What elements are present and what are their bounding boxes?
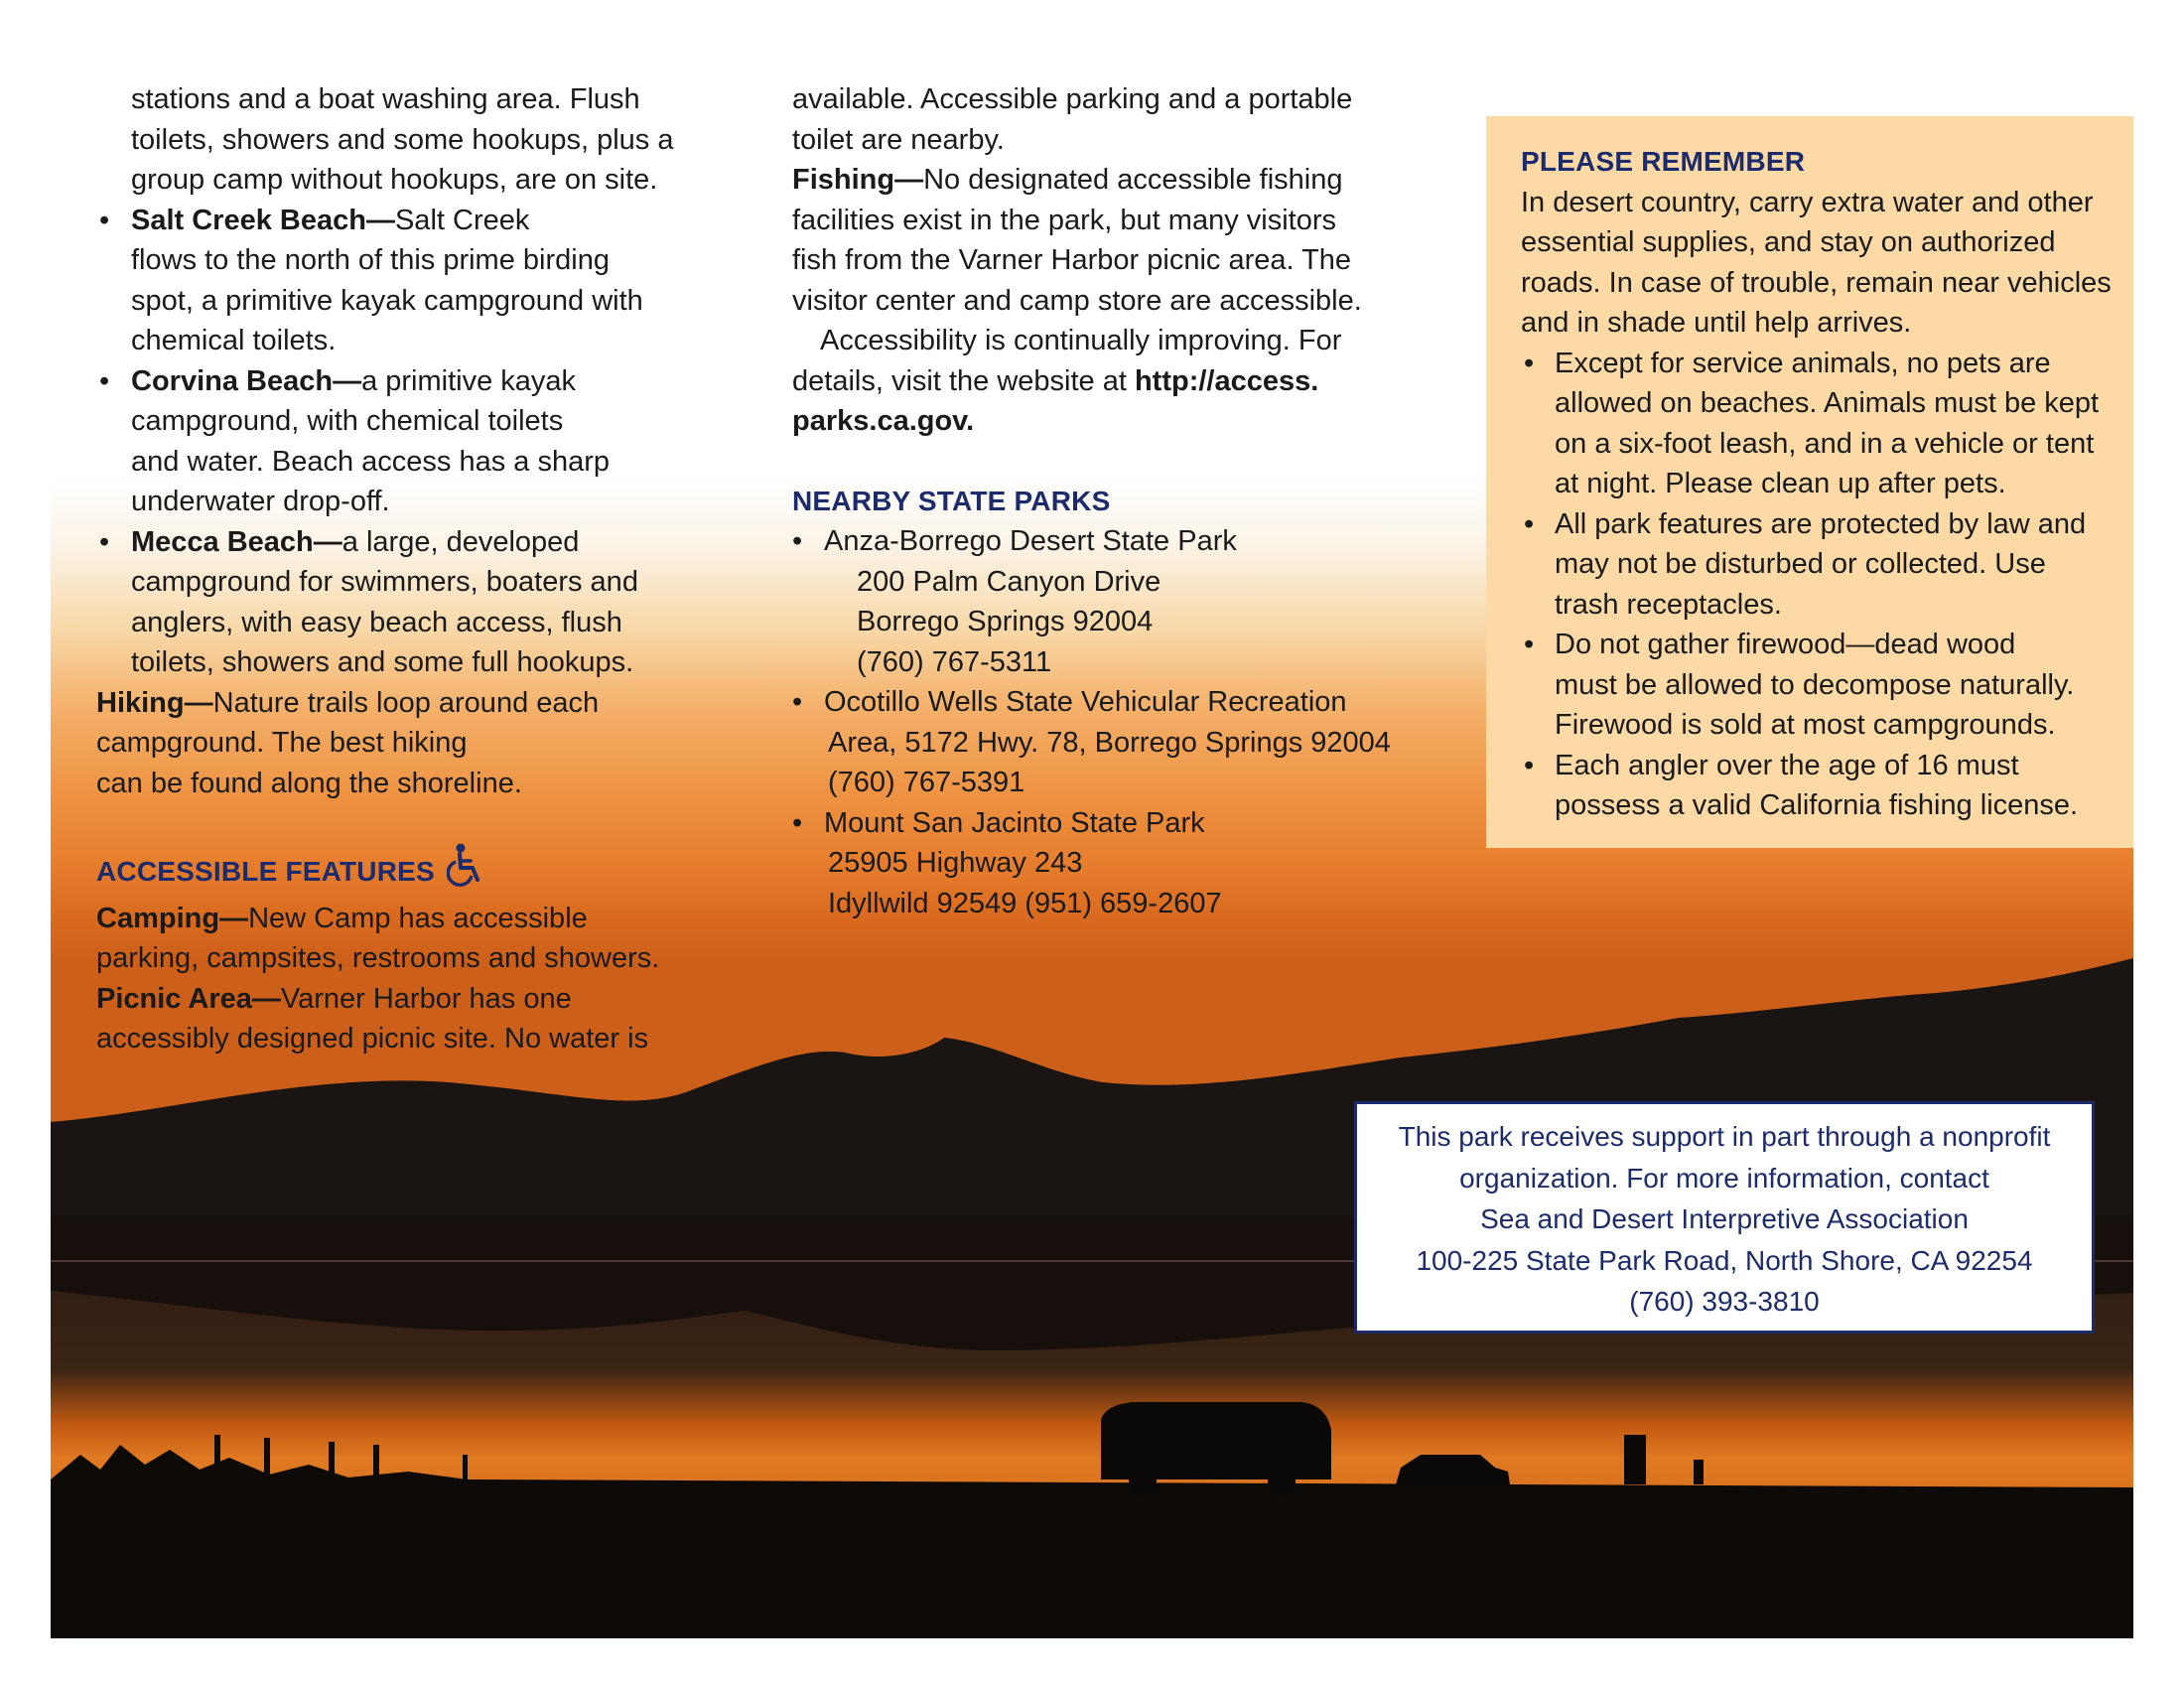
remember-bullet-firewood [1521, 625, 2133, 746]
picnic-label: Picnic Area— [96, 982, 281, 1015]
picnic-text: accessibly designed picnic site. No water is [96, 1023, 649, 1055]
park-address: 25905 Highway 243 [828, 847, 1083, 879]
park-address: Area, 5172 Hwy. 78, Borrego Springs 92004 [828, 726, 1391, 759]
remember-intro: In desert country, carry extra water and other [1521, 186, 2094, 218]
beach-name: Salt Creek Beach— [131, 204, 395, 236]
bullet-text: possess a valid California fishing license. [1555, 789, 2079, 821]
camping-label: Camping— [96, 902, 249, 934]
intro-line: toilets, showers and some hookups, plus a [131, 123, 674, 156]
column-middle [792, 79, 1408, 923]
beach-item-salt-creek [96, 201, 732, 361]
support-text: This park receives support in part through a nonprofit [1398, 1121, 2051, 1152]
bullet-text: must be allowed to decompose naturally. [1555, 668, 2075, 701]
fishing-text: fish from the Varner Harbor picnic area. The [792, 244, 1352, 276]
bullet-text: may not be disturbed or collected. Use [1555, 548, 2046, 580]
nearby-park-mount-san-jacinto [792, 803, 1408, 924]
hiking-label: Hiking— [96, 686, 213, 719]
bullet-text: Firewood is sold at most campgrounds. [1555, 709, 2056, 741]
nearby-park-anza-borrego [792, 521, 1408, 682]
camping-text: parking, campsites, restrooms and showers. [96, 942, 660, 974]
nearby-parks-heading: NEARBY STATE PARKS [792, 485, 1111, 516]
bullet-text: trash receptacles. [1555, 588, 1782, 621]
support-text: organization. For more information, contact [1459, 1162, 1989, 1194]
body-line: available. Accessible parking and a portable [792, 83, 1353, 115]
bullet-text: • Each angler over the age of 16 must [1555, 749, 2019, 781]
beach-text: campground, with chemical toilets [131, 405, 564, 437]
remember-intro: roads. In case of trouble, remain near vehicles [1521, 266, 2112, 299]
beach-text: anglers, with easy beach access, flush [131, 606, 622, 638]
nearby-park-ocotillo-wells [792, 682, 1408, 803]
beach-text: and water. Beach access has a sharp [131, 445, 611, 478]
remember-bullet-fishing-license [1521, 746, 2133, 826]
park-address: 200 Palm Canyon Drive [857, 565, 1161, 598]
beach-text: flows to the north of this prime birding [131, 244, 610, 276]
wheelchair-icon [447, 843, 484, 899]
park-phone: (760) 767-5311 [857, 645, 1052, 678]
beach-name: Mecca Beach— [131, 525, 342, 558]
bullet-text: allowed on beaches. Animals must be kept [1555, 387, 2100, 419]
nonprofit-support-box [1354, 1101, 2095, 1334]
accessible-features-heading: ACCESSIBLE FEATURES [96, 856, 435, 887]
park-name: • Mount San Jacinto State Park [824, 803, 1408, 844]
bullet-text: • All park features are protected by law and [1555, 507, 2087, 540]
park-name: • Anza-Borrego Desert State Park [824, 521, 1408, 562]
beach-text: spot, a primitive kayak campground with [131, 284, 643, 317]
park-address: Borrego Springs 92004 [857, 606, 1154, 637]
beach-text: Salt Creek [394, 204, 530, 236]
fishing-text: visitor center and camp store are accessible. [792, 284, 1362, 317]
park-name: • Ocotillo Wells State Vehicular Recreation [824, 682, 1408, 723]
association-phone: (760) 393-3810 [1629, 1286, 1820, 1317]
hiking-text: Nature trails loop around each [212, 686, 600, 719]
remember-intro: and in shade until help arrives. [1521, 307, 1912, 339]
beach-text: underwater drop-off. [131, 486, 390, 517]
picnic-text: Varner Harbor has one [280, 982, 572, 1015]
camping-text: New Camp has accessible [248, 902, 588, 934]
beach-text: campground for swimmers, boaters and [131, 566, 638, 598]
remember-intro: essential supplies, and stay on authorized [1521, 226, 2056, 258]
bullet-text: at night. Please clean up after pets. [1555, 468, 2006, 499]
park-phone: (760) 767-5391 [828, 767, 1025, 798]
please-remember-box [1486, 116, 2133, 848]
remember-bullet-pets [1521, 344, 2133, 504]
please-remember-heading: PLEASE REMEMBER [1521, 146, 1806, 177]
bullet-text: on a six-foot leash, and in a vehicle or tent [1555, 427, 2095, 460]
accessibility-text: Accessibility is continually improving. For [820, 325, 1342, 356]
fishing-label: Fishing— [792, 164, 924, 196]
association-name: Sea and Desert Interpretive Association [1480, 1203, 1969, 1234]
beach-name: Corvina Beach— [131, 364, 362, 397]
website-link[interactable]: http://access. [1134, 364, 1319, 397]
website-link[interactable]: parks.ca.gov. [792, 405, 975, 437]
intro-line: group camp without hookups, are on site. [131, 164, 658, 196]
bullet-text: • Except for service animals, no pets are [1555, 347, 2051, 379]
beach-item-mecca [96, 522, 732, 683]
beach-text: a primitive kayak [361, 364, 577, 397]
column-left [96, 79, 732, 1059]
beach-text: chemical toilets. [131, 325, 337, 356]
park-address: Idyllwild 92549 (951) 659-2607 [828, 887, 1222, 919]
beach-text: toilets, showers and some full hookups. [131, 646, 634, 678]
accessibility-text: details, visit the website at [792, 364, 1135, 397]
remember-bullet-protected [1521, 504, 2133, 626]
bullet-text: • Do not gather firewood—dead wood [1555, 629, 2016, 660]
intro-line: stations and a boat washing area. Flush [131, 83, 640, 115]
association-address: 100-225 State Park Road, North Shore, CA 92254 [1416, 1244, 2033, 1276]
body-line: toilet are nearby. [792, 123, 1005, 156]
hiking-text: campground. The best hiking [96, 727, 468, 759]
beach-item-corvina [96, 361, 732, 522]
beach-text: a large, developed [341, 525, 580, 558]
fishing-text: No designated accessible fishing [923, 164, 1343, 196]
hiking-text: can be found along the shoreline. [96, 767, 522, 799]
fishing-text: facilities exist in the park, but many visitors [792, 204, 1336, 236]
